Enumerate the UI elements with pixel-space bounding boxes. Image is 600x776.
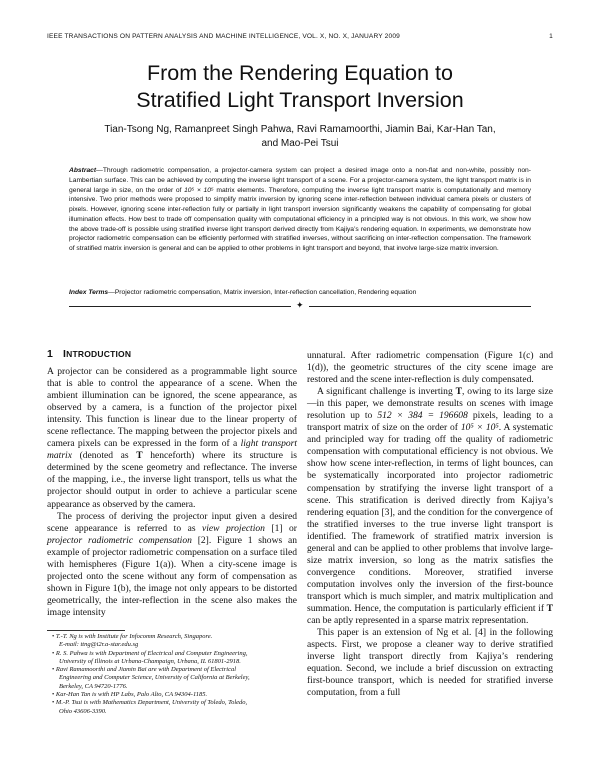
author-list [60,123,540,150]
text: . A systematic and principled way for trading off the quality of radiometric compensation with computational efficiency is not obvious. We show how scene inter-reflection, in terms of light bounces, can be systematically incorporated into projector radiometric compensation by stratifying the inverse light transport of a scene. This stratification is derived directly from Kajiya’s rendering equation [3], and the condition for the convergence of the stratified inverses to the true inverse light transport is identified. The framework of stratified matrix inversion is general and can be applied to other problems that involve large-size matrix inversion, so long as the matrix satisfies the convergence conditions. Moreover, stratified inverse computation involves only the inversion of the first-bounce transport which is much simpler, and matrix multiplication and summation. Hence, the computation is particularly efficient if [307,422,553,614]
footnote-text: Ohio 43606-3390. [59,707,107,715]
page-number: 1 [549,33,553,40]
abstract-label: Abstract [69,167,97,174]
footnotes [47,633,297,716]
text: [2]. Figure 1 shows an example of projector radiometric compensation on a surface tiled with hemispheres (Figure 1(a)). When a city-scene image is projected onto the scene without any form of compensation as shown in Figure 1(b), the image not only appears to be distorted geometrically, the inter-reflection in the scene also makes the image intensity [47,534,297,618]
footnote-text: Berkeley, CA 94720-1776. [59,682,128,690]
text: (denoted as [71,450,137,462]
abstract-text-a: —Through radiometric compensation, a projector-camera system can project a desired image onto a non-flat and non-white, possibly non-Lambertian surface. This can be achieved by computing the inverse light transport of a scene. For a projector-camera system, the light transport matrix is in general large in size, on the order of [69,167,531,194]
intro-paragraph-2 [47,511,297,619]
journal-name: IEEE TRANSACTIONS ON PATTERN ANALYSIS AND MACHINE INTELLIGENCE, VOL. X, NO. X, JANUARY 2009 [47,33,400,40]
running-header [47,33,553,45]
body-paragraph-extension: This paper is an extension of Ng et al. [4] in the following aspects. First, we propose a cleaner way to derive stratified inverse light transport directly from Kajiya’s rendering equation. Second, we include a brief discussion on extracting first-bounce transport, which is needed for stratified inverse computation, from a full [307,627,553,699]
section-number: 1 [47,348,54,360]
text: A significant challenge is inverting [317,386,456,398]
index-terms [69,288,531,297]
text: [1] or [264,522,297,534]
footnote-text: T.-T. Ng is with Institute for Infocomm Research, Singapore. [55,633,213,640]
body-paragraph-continued: unnatural. After radiometric compensation (Figure 1(c) and 1(d)), the geometric structures of the city scene image are restored and the scene inter-reflection is duly compensated. [307,350,553,386]
title-line-2: Stratified Light Transport Inversion [136,88,464,112]
column-right [307,350,553,699]
footnote: • T.-T. Ng is with Institute for Infocomm Research, Singapore. E-mail: ttng@i2r.a-star.edu.sg [52,633,213,649]
footnote: • Kar-Han Tan is with HP Labs, Palo Alto, CA 94304-1185. [52,691,208,699]
matrix-symbol: T [455,386,462,398]
index-terms-text: —Projector radiometric compensation, Matrix inversion, Inter-reflection cancellation, Rendering equation [108,289,417,296]
divider-rule-left [69,306,291,307]
title-line-1: From the Rendering Equation to [147,61,453,85]
footnote: • Ravi Ramamoorthi and Jiamin Bai are with Department of Electrical Engineering and Computer Science, University of California at Berkeley, Berkeley, CA 94720-1776. [52,666,250,690]
text: henceforth) where its structure is determined by the scene geometry and reflectance. The inverse of the mapping, i.e., the inverse light transport, tells us what the projector should output in order to achieve a particular scene appearance as observed by the camera. [47,450,297,510]
footnote: • R. S. Pahwa is with Department of Electrical and Computer Engineering, University of Illinois at Urbana-Champaign, Urbana, IL 61801-2918. [52,649,248,665]
section-title-initial: I [63,348,67,360]
text: pixels, leading to a transport matrix of size on the order of [307,410,553,434]
matrix-symbol: T [136,450,143,462]
footnote-text: M.-P. Tsui is with Mathematics Department, University of Toledo, Toledo, [55,699,248,707]
emphasis: light transport matrix [47,438,298,462]
section-heading [47,348,131,360]
abstract [69,166,531,254]
body-paragraph-challenge [307,386,553,627]
footnote-text: Ravi Ramamoorthi and Jiamin Bai are with Department of Electrical [55,666,237,674]
text: A projector can be considered as a programmable light source that is able to control the appearance of a scene. When the ambient illumination can be ignored, the scene appearance, as observed by a camera, is a function of the projector pixel intensity. This function is linear due to the linear property of scene reflectance. The mapping between the projector pixels and camera pixels can be expressed in the form of a [47,366,297,450]
footnote-text: University of Illinois at Urbana-Champaign, Urbana, IL 61801-2918. [59,657,241,665]
footnote-rule [47,630,125,631]
section-title-rest: NTRODUCTION [66,349,132,359]
text: can be aptly represented in a sparse matrix representation. [307,615,529,627]
authors-line-1: Tian-Tsong Ng, Ramanpreet Singh Pahwa, Ravi Ramamoorthi, Jiamin Bai, Kar-Han Tan, [104,124,496,135]
math: 10⁵ × 10⁵ [460,422,499,434]
footnote-text: Engineering and Computer Science, University of California at Berkeley, [59,674,250,682]
abstract-math: 10⁵ × 10⁵ [184,186,214,194]
footnote-text: Kar-Han Tan is with HP Labs, Palo Alto, CA 94304-1185. [55,691,208,699]
column-left [47,366,297,619]
matrix-symbol: T [546,602,553,614]
paper-title [40,60,560,114]
footnote: • M.-P. Tsui is with Mathematics Department, University of Toledo, Toledo, Ohio 43606-3390. [52,699,248,715]
abstract-text-b: matrix elements. Therefore, computing the inverse light transport matrix is computationally and memory intensive. Two prior methods were proposed to simplify matrix inversion by ignoring scene inter-reflection between individual camera pixels or clusters of pixels. However, ignoring scene inter-reflection fully or partially in light transport inversion significantly weakens the capability of compensating for global illumination effects. How best to trade off compensation quality with computational efficiency in a principled way is not obvious. In this work, we show how the above trade-off is possible using stratified inverse light transport derived directly from Kajiya’s rendering equation. In experiments, we demonstrate how projector radiometric compensation can be efficiently performed with stratified inverses, without sacrificing on inter-reflection compensation. The framework of stratified matrix inversion is general and can be applied to other problems in light transport and beyond, that involve large-size matrix inversion. [69,186,531,252]
intro-paragraph-1 [47,366,297,511]
emphasis: projector radiometric compensation [47,534,192,546]
authors-line-2: and Mao-Pei Tsui [261,137,339,149]
text: , owing to its large size—in this paper, we demonstrate results on scenes with image resolution up to [307,386,553,422]
footnote-email: E-mail: ttng@i2r.a-star.edu.sg [59,641,139,649]
footnote-text: R. S. Pahwa is with Department of Electrical and Computer Engineering, [55,649,248,657]
index-terms-label: Index Terms [69,289,109,296]
divider-diamond-icon: ✦ [296,301,304,311]
text: The process of deriving the projector input given a desired scene appearance is referred to as [47,510,297,534]
emphasis: view projection [202,522,265,534]
math: 512 × 384 = 196608 [377,410,468,422]
divider-rule-right [309,306,531,307]
